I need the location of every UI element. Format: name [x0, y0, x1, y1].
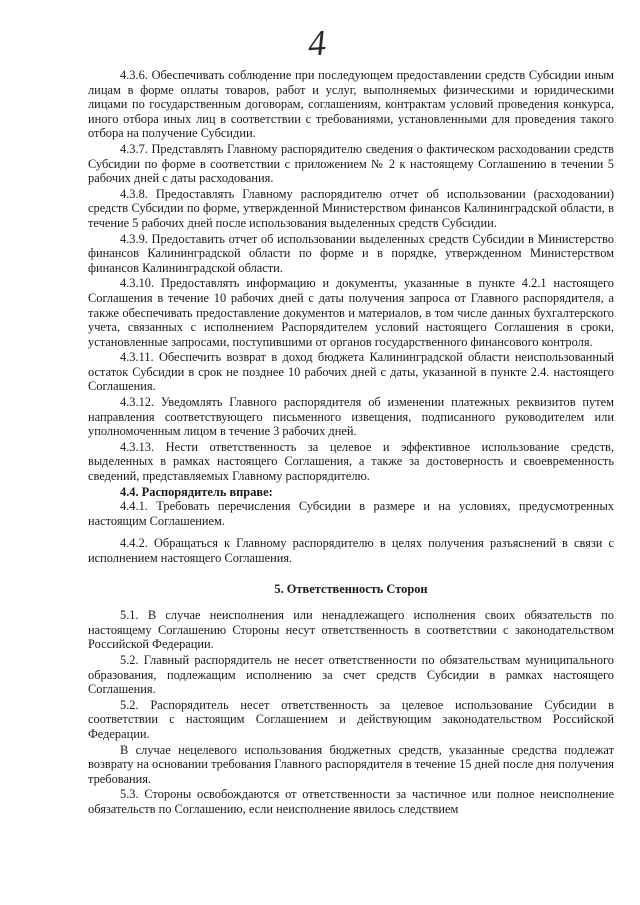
paragraph-4-3-11: 4.3.11. Обеспечить возврат в доход бюджета Калининградской области неиспользованный остаток Субсидии в срок не позднее 10 рабочих дней с даты, указанной в пункте 2.4. настоящего Соглашения.: [88, 350, 614, 394]
subheading-4-4: 4.4. Распорядитель вправе:: [120, 484, 273, 499]
section-heading-5: 5. Ответственность Сторон: [274, 581, 428, 596]
paragraph-5-2-a: 5.2. Главный распорядитель не несет ответственности по обязательствам муниципального образования, подлежащим исполнению за счет средств Субсидии в рамках настоящего Соглашения.: [88, 652, 614, 697]
paragraph-5-2-b: 5.2. Распорядитель несет ответственность за целевое использование Субсидии в соответствии с настоящим Соглашением и действующим законодательством Российской Федерации.: [88, 697, 614, 741]
paragraph-4-3-8: 4.3.8. Предоставлять Главному распорядителю отчет об использовании (расходовании) средств Субсидии по форме, утвержденной Министерством финансов Калининградской области, в течение 5 рабочих дней после использования выделенных средств Субсидии.: [88, 186, 614, 230]
paragraph-4-3-7: 4.3.7. Представлять Главному распорядителю сведения о фактическом расходовании средств Субсидии по форме в соответствии с приложением № 2 к настоящему Соглашению в течении 5 рабочих дней с даты расходования.: [88, 141, 614, 186]
handwritten-page-number: 4: [306, 22, 328, 64]
paragraph-4-3-10: 4.3.10. Предоставлять информацию и документы, указанные в пункте 4.2.1 настоящего Соглашения в течение 10 рабочих дней с даты получения запроса от Главного распорядителя, а также обеспечивать предоставление документов и материалов, в том числе данных бухгалтерского учета, связанных с исполнением Распорядителем условий настоящего Соглашения в сроки, установленные запросами, поступившими от органов государственного финансового контроля.: [88, 276, 614, 349]
paragraph-misuse: В случае нецелевого использования бюджетных средств, указанные средства подлежат возврату на основании требования Главного распорядителя в течение 15 дней после дня получения требования.: [88, 742, 614, 786]
paragraph-4-3-13: 4.3.13. Нести ответственность за целевое и эффективное использование средств, выделенных в рамках настоящего Соглашения, а также за достоверность и своевременность сведений, представляемых Главному распорядителю.: [88, 439, 614, 484]
paragraph-4-3-12: 4.3.12. Уведомлять Главного распорядителя об изменении платежных реквизитов путем направления соответствующего письменного извещения, подписанного руководителем или уполномоченным лицом в течение 3 рабочих дней.: [88, 395, 614, 439]
paragraph-5-3: 5.3. Стороны освобождаются от ответственности за частичное или полное неисполнение обязательств по Соглашению, если неисполнение явилось следствием: [88, 787, 614, 816]
paragraph-4-3-6: 4.3.6. Обеспечивать соблюдение при последующем предоставлении средств Субсидии иным лицам в форме оплаты товаров, работ и услуг, выполняемых физическими и юридическими лицами по государственным договорам, соглашениям, контрактам условий проведения конкурса, иного отбора иных лиц в соответствии с требованиями, установленными для проведения такого отбора на получение Субсидии.: [88, 68, 614, 141]
document-body: [88, 68, 614, 818]
paragraph-4-3-9: 4.3.9. Предоставить отчет об использовании выделенных средств Субсидии в Министерство финансов Калининградской области по форме и в порядке, утвержденном Министерством финансов Калининградской области.: [88, 231, 614, 275]
paragraph-4-4-2: 4.4.2. Обращаться к Главному распорядителю в целях получения разъяснений в связи с исполнением настоящего Соглашения.: [88, 536, 614, 565]
paragraph-4-4-1: 4.4.1. Требовать перечисления Субсидии в размере и на условиях, предусмотренных настоящим Соглашением.: [88, 499, 614, 528]
paragraph-5-1: 5.1. В случае неисполнения или ненадлежащего исполнения своих обязательств по настоящему Соглашению Стороны несут ответственность в соответствии с законодательством Российской Федерации.: [88, 608, 614, 652]
